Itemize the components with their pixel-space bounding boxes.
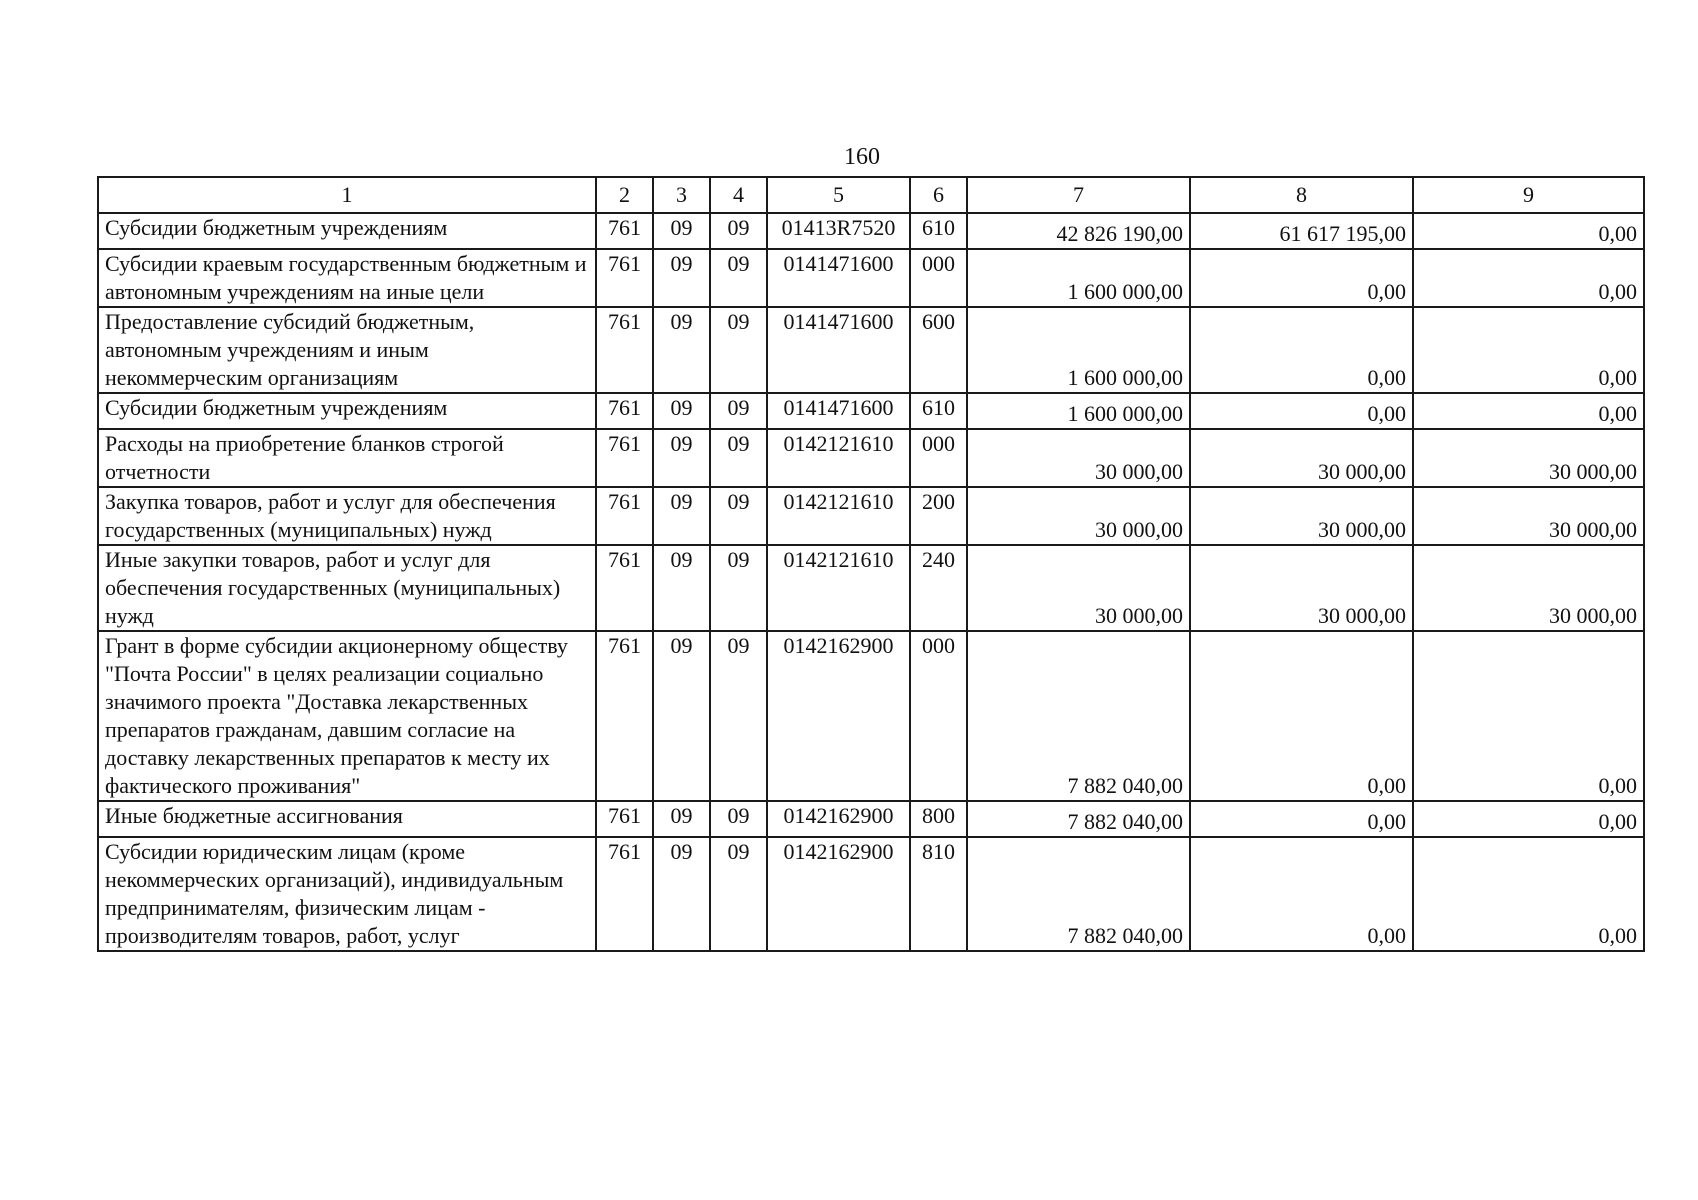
row-amount-9: 30 000,00 bbox=[1413, 487, 1644, 545]
row-code-4: 09 bbox=[710, 213, 767, 249]
row-amount-9: 0,00 bbox=[1413, 631, 1644, 801]
row-code-6: 800 bbox=[910, 801, 967, 837]
row-code-6: 240 bbox=[910, 545, 967, 631]
row-code-3: 09 bbox=[653, 213, 710, 249]
budget-table bbox=[97, 176, 1645, 952]
table-row bbox=[98, 837, 1644, 951]
row-amount-7: 7 882 040,00 bbox=[967, 801, 1190, 837]
column-header: 1 bbox=[98, 177, 596, 213]
page-number: 160 bbox=[844, 144, 880, 170]
table-row bbox=[98, 487, 1644, 545]
row-name: Закупка товаров, работ и услуг для обеспечения государственных (муниципальных) нужд bbox=[98, 487, 596, 545]
row-code-6: 000 bbox=[910, 429, 967, 487]
row-code-4: 09 bbox=[710, 307, 767, 393]
row-code-4: 09 bbox=[710, 631, 767, 801]
row-code-4: 09 bbox=[710, 801, 767, 837]
row-amount-9: 30 000,00 bbox=[1413, 429, 1644, 487]
row-code-2: 761 bbox=[596, 631, 653, 801]
row-code-3: 09 bbox=[653, 837, 710, 951]
row-amount-7: 30 000,00 bbox=[967, 487, 1190, 545]
table-row bbox=[98, 393, 1644, 429]
row-code-4: 09 bbox=[710, 545, 767, 631]
row-amount-8: 0,00 bbox=[1190, 249, 1413, 307]
row-amount-7: 30 000,00 bbox=[967, 429, 1190, 487]
row-amount-7: 1 600 000,00 bbox=[967, 249, 1190, 307]
row-code-5: 0142162900 bbox=[767, 837, 910, 951]
row-name: Субсидии бюджетным учреждениям bbox=[98, 393, 596, 429]
table-row bbox=[98, 307, 1644, 393]
row-code-6: 000 bbox=[910, 249, 967, 307]
row-code-2: 761 bbox=[596, 213, 653, 249]
table-header-row bbox=[98, 177, 1644, 213]
row-amount-8: 0,00 bbox=[1190, 631, 1413, 801]
table-row bbox=[98, 801, 1644, 837]
row-code-2: 761 bbox=[596, 429, 653, 487]
row-amount-8: 0,00 bbox=[1190, 393, 1413, 429]
row-amount-8: 30 000,00 bbox=[1190, 487, 1413, 545]
column-header: 4 bbox=[710, 177, 767, 213]
table-row bbox=[98, 249, 1644, 307]
row-code-4: 09 bbox=[710, 837, 767, 951]
row-amount-9: 0,00 bbox=[1413, 801, 1644, 837]
row-amount-8: 61 617 195,00 bbox=[1190, 213, 1413, 249]
table-row bbox=[98, 213, 1644, 249]
row-code-2: 761 bbox=[596, 393, 653, 429]
row-amount-9: 0,00 bbox=[1413, 307, 1644, 393]
row-amount-7: 42 826 190,00 bbox=[967, 213, 1190, 249]
row-code-5: 0142121610 bbox=[767, 487, 910, 545]
row-amount-8: 30 000,00 bbox=[1190, 429, 1413, 487]
column-header: 6 bbox=[910, 177, 967, 213]
row-code-2: 761 bbox=[596, 837, 653, 951]
row-code-5: 0141471600 bbox=[767, 307, 910, 393]
row-code-5: 0141471600 bbox=[767, 393, 910, 429]
row-code-3: 09 bbox=[653, 393, 710, 429]
row-amount-9: 30 000,00 bbox=[1413, 545, 1644, 631]
row-code-5: 0142162900 bbox=[767, 631, 910, 801]
row-code-2: 761 bbox=[596, 307, 653, 393]
row-code-3: 09 bbox=[653, 487, 710, 545]
row-amount-9: 0,00 bbox=[1413, 213, 1644, 249]
row-name: Грант в форме субсидии акционерному обществу "Почта России" в целях реализации социально значимого проекта "Доставка лекарственных препаратов гражданам, давшим согласие на доставку лекарственных препаратов к месту их фактического проживания" bbox=[98, 631, 596, 801]
row-code-5: 0142121610 bbox=[767, 429, 910, 487]
row-amount-9: 0,00 bbox=[1413, 249, 1644, 307]
row-code-5: 01413R7520 bbox=[767, 213, 910, 249]
row-amount-7: 1 600 000,00 bbox=[967, 393, 1190, 429]
row-code-6: 810 bbox=[910, 837, 967, 951]
row-code-5: 0141471600 bbox=[767, 249, 910, 307]
row-name: Субсидии юридическим лицам (кроме некоммерческих организаций), индивидуальным предпринимателям, физическим лицам - производителям товаров, работ, услуг bbox=[98, 837, 596, 951]
row-amount-8: 0,00 bbox=[1190, 307, 1413, 393]
row-amount-9: 0,00 bbox=[1413, 837, 1644, 951]
row-code-4: 09 bbox=[710, 487, 767, 545]
row-name: Предоставление субсидий бюджетным, автономным учреждениям и иным некоммерческим организациям bbox=[98, 307, 596, 393]
row-code-2: 761 bbox=[596, 545, 653, 631]
column-header: 7 bbox=[967, 177, 1190, 213]
table-row bbox=[98, 545, 1644, 631]
row-code-3: 09 bbox=[653, 307, 710, 393]
row-amount-9: 0,00 bbox=[1413, 393, 1644, 429]
row-amount-7: 7 882 040,00 bbox=[967, 631, 1190, 801]
column-header: 8 bbox=[1190, 177, 1413, 213]
column-header: 3 bbox=[653, 177, 710, 213]
row-code-6: 610 bbox=[910, 213, 967, 249]
row-code-6: 600 bbox=[910, 307, 967, 393]
row-name: Иные закупки товаров, работ и услуг для обеспечения государственных (муниципальных) нужд bbox=[98, 545, 596, 631]
column-header: 9 bbox=[1413, 177, 1644, 213]
row-code-6: 200 bbox=[910, 487, 967, 545]
row-amount-7: 1 600 000,00 bbox=[967, 307, 1190, 393]
row-code-3: 09 bbox=[653, 429, 710, 487]
table-row bbox=[98, 631, 1644, 801]
row-code-3: 09 bbox=[653, 545, 710, 631]
row-name: Расходы на приобретение бланков строгой отчетности bbox=[98, 429, 596, 487]
row-code-5: 0142121610 bbox=[767, 545, 910, 631]
column-header: 5 bbox=[767, 177, 910, 213]
row-code-3: 09 bbox=[653, 249, 710, 307]
row-name: Субсидии краевым государственным бюджетным и автономным учреждениям на иные цели bbox=[98, 249, 596, 307]
table-row bbox=[98, 429, 1644, 487]
row-code-2: 761 bbox=[596, 487, 653, 545]
row-code-3: 09 bbox=[653, 801, 710, 837]
row-code-6: 000 bbox=[910, 631, 967, 801]
column-header: 2 bbox=[596, 177, 653, 213]
row-code-2: 761 bbox=[596, 249, 653, 307]
row-amount-8: 0,00 bbox=[1190, 837, 1413, 951]
row-code-4: 09 bbox=[710, 249, 767, 307]
row-name: Иные бюджетные ассигнования bbox=[98, 801, 596, 837]
row-amount-7: 7 882 040,00 bbox=[967, 837, 1190, 951]
row-name: Субсидии бюджетным учреждениям bbox=[98, 213, 596, 249]
row-amount-7: 30 000,00 bbox=[967, 545, 1190, 631]
row-code-3: 09 bbox=[653, 631, 710, 801]
row-amount-8: 0,00 bbox=[1190, 801, 1413, 837]
row-code-4: 09 bbox=[710, 393, 767, 429]
row-code-5: 0142162900 bbox=[767, 801, 910, 837]
row-code-4: 09 bbox=[710, 429, 767, 487]
row-code-6: 610 bbox=[910, 393, 967, 429]
row-code-2: 761 bbox=[596, 801, 653, 837]
row-amount-8: 30 000,00 bbox=[1190, 545, 1413, 631]
